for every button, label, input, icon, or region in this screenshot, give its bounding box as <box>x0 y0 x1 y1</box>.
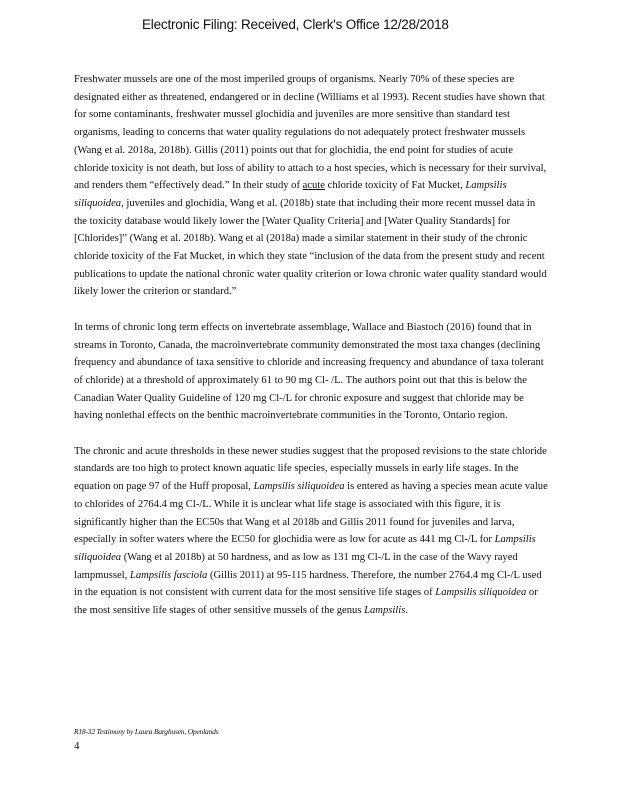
species-name: Lampsilis siliquoidea <box>253 481 345 493</box>
text-run-underlined: acute <box>302 180 326 192</box>
document-body <box>74 71 550 637</box>
electronic-filing-header: Electronic Filing: Received, Clerk's Office 12/28/2018 <box>142 17 449 32</box>
species-name: Lampsilis siliquoidea <box>435 587 527 599</box>
testimony-footer-note: R18-32 Testimony by Laura Barghusen, Openlands <box>74 727 219 736</box>
species-name: Lampsilis siliquoidea <box>74 180 507 209</box>
species-name: Lampsilis fasciola <box>129 569 208 581</box>
text-run: In terms of chronic long term effects on invertebrate assemblage, Wallace and Biastoch (2016) found that in streams in Toronto, Canada, the macroinvertebrate community demonstrated the most taxa changes (declining frequency and abundance of taxa sensitive to chloride and increasing frequency and abundance of taxa tolerant of chloride) at a threshold of approximately 61 to 90 mg Cl- /L. The authors point out that this is below the Canadian Water Quality Guideline of 120 mg Cl-/L for chronic exposure and suggest that chloride may be having nonlethal effects on the benthic macroinvertebrate communities in the Toronto, Ontario region. <box>74 321 544 422</box>
species-name: Lampsilis siliquoidea <box>74 534 536 563</box>
text-run: , juveniles and glochidia, Wang et al. (2018b) state that including their more recent mussel data in the toxicity database would likely lower the [Water Quality Criteria] and [Water Quality Standards] for [Chlorides]” (Wang et al. 2018b). Wang et al (2018a) made a similar statement in their study of the chronic chloride toxicity of the Fat Mucket, in which they state “inclusion of the data from the present study and recent publications to update the national chronic water quality criterion or Iowa chronic water quality standard would likely lower the criterion or standard.” <box>74 197 547 298</box>
paragraph-freshwater-mussels <box>74 71 550 301</box>
text-run: (Gillis 2011) at 95-115 hardness. Therefore, the number 2764.4 mg Cl-/L used in the equation is not consistent with current data for the most sensitive life stages of <box>74 569 542 599</box>
text-run: or the most sensitive life stages of other sensitive mussels of the genus <box>74 587 538 617</box>
text-run: is entered as having a species mean acute value to chlorides of 2764.4 mg Cl-/L. While it is unclear what life stage is associated with this figure, it is significantly higher than the EC50s that Wang et al 2018b and Gillis 2011 found for juveniles and larva, especially in softer waters where the EC50 for glochidia were as low for acute as 441 mg Cl-/L for <box>74 481 548 546</box>
paragraph-thresholds <box>74 443 550 620</box>
page-number: 4 <box>74 740 80 752</box>
text-run: (Wang et al 2018b) at 50 hardness, and as low as 131 mg Cl-/L in the case of the Wavy rayed lampmussel, <box>74 551 518 581</box>
text-run: The chronic and acute thresholds in these newer studies suggest that the proposed revisions to the state chloride standards are too high to protect known aquatic life species, especially mussels in early life stages. In the equation on page 97 of the Huff proposal, <box>74 445 547 493</box>
genus-name: Lampsilis <box>364 605 406 617</box>
text-run: . <box>405 605 408 617</box>
text-run: Freshwater mussels are one of the most imperiled groups of organisms. Nearly 70% of these species are designated either as threatened, endangered or in decline (Williams et al 1993). Recent studies have shown that for some contaminants, freshwater mussel glochidia and juveniles are more sensitive than standard test organisms, leading to concerns that water quality regulations do not adequately protect freshwater mussels (Wang et al. 2018a, 2018b). Gillis (2011) points out that for glochidia, the end point for studies of acute chloride toxicity is not death, but loss of ability to attach to a host species, which is necessary for their survival, and renders them “effectively dead.” In their study of <box>74 74 547 192</box>
text-run: chloride toxicity of Fat Mucket, <box>325 180 466 192</box>
paragraph-chronic-effects <box>74 319 550 425</box>
